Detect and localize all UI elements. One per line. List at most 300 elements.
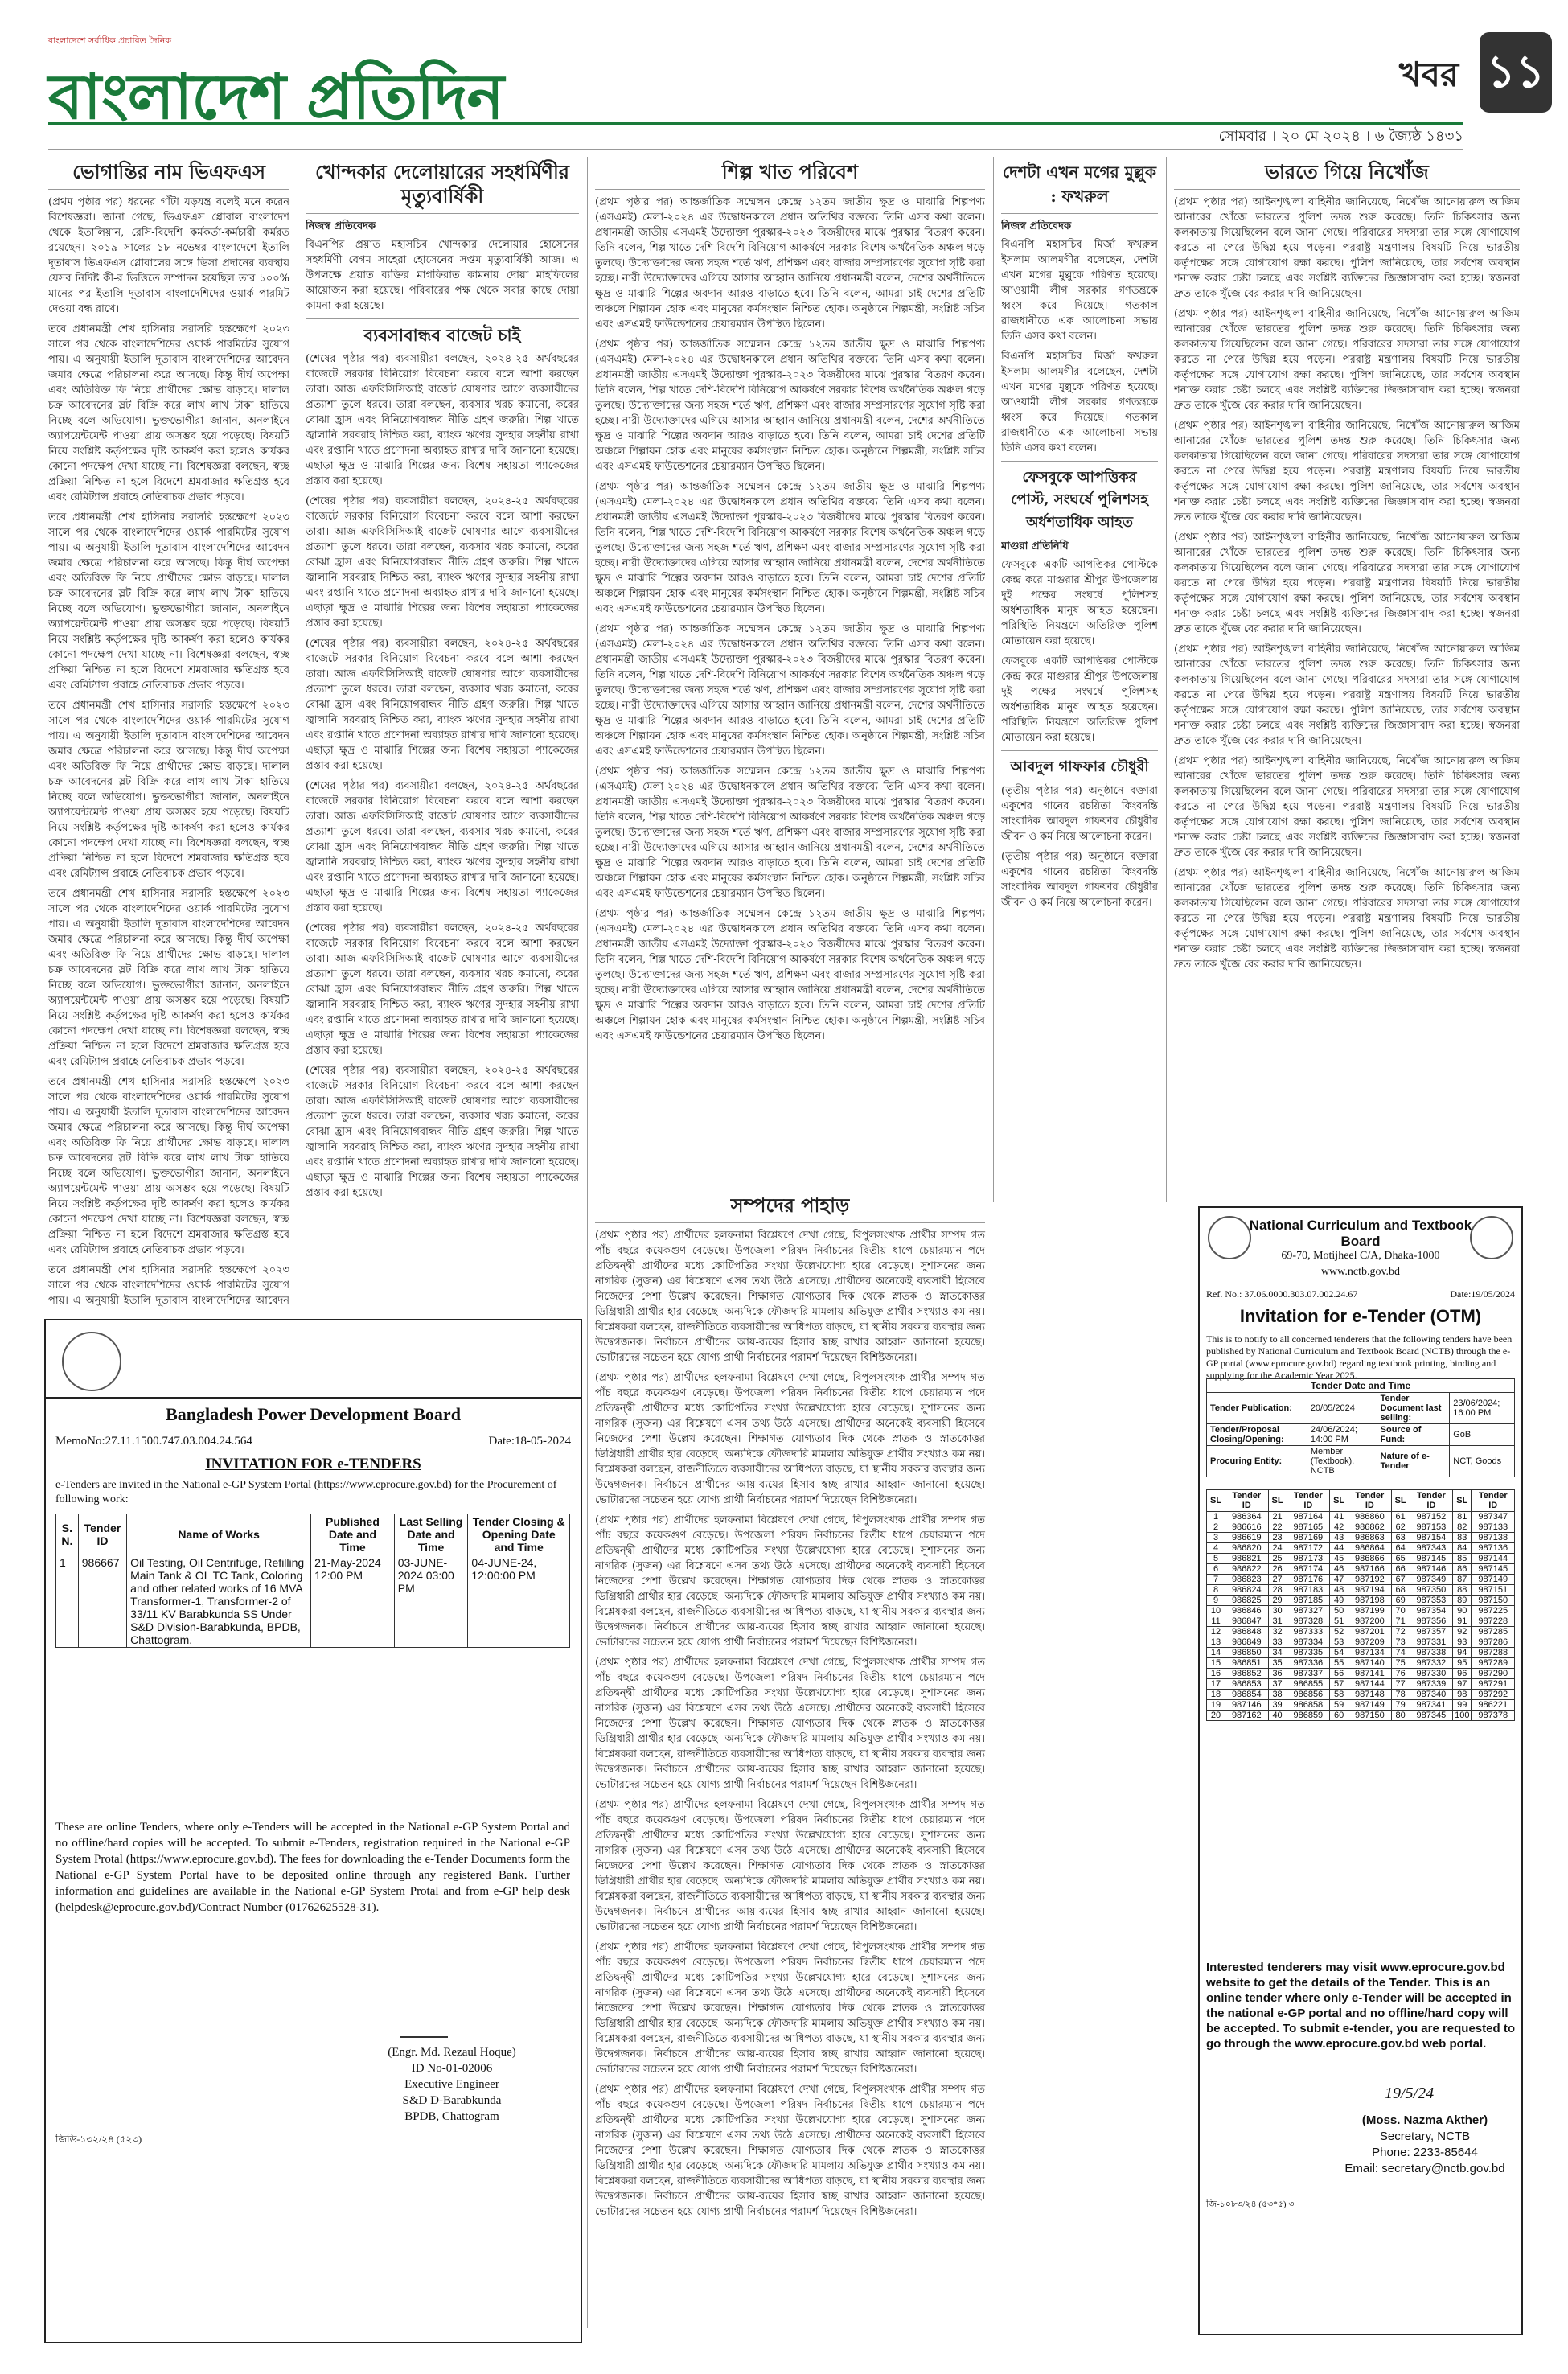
article-body: (প্রথম পৃষ্ঠার পর) আন্তর্জাতিক সম্মেলন কেন্দ্রে ১২তম জাতীয় ক্ষুদ্র ও মাঝারি শিল্পপণ্য (এসএমই) মেলা-২০২৪ এর উদ্বোধনকালে প্রধান অতিথির বক্তব্যে তিনি এসব কথা বলেন। প্রধানমন্ত্রী জাতীয় এসএমই উদ্যোক্তা পুরস্কার-২০২৩ বিজয়ীদের মাঝে পুরস্কার বিতরণ করেন। তিনি বলেন, শিল্প খাতে দেশি-বিদেশি বিনিয়োগ আকর্ষণে সরকার বিশেষ অর্থনৈতিক অঞ্চল গড়ে তুলছে। উদ্যোক্তাদের জন্য সহজ শর্তে ঋণ, প্রশিক্ষণ এবং বাজার সম্প্রসারণের সুযোগ সৃষ্টি করা হচ্ছে। নারী উদ্যোক্তাদের এগিয়ে আসার আহ্বান জানিয়ে প্রধানমন্ত্রী বলেন, দেশের অর্থনীতিতে ক্ষুদ্র ও মাঝারি শিল্পের অবদান আরও বাড়াতে হবে। তিনি বলেন, আমরা চাই দেশের প্রতিটি অঞ্চলে শিল্পায়ন হোক এবং মানুষের কর্মসংস্থান নিশ্চিত হোক। অনুষ্ঠানে শিল্পমন্ত্রী, সংশ্লিষ্ট সচিব এবং এসএমই ফাউন্ডেশনের চেয়ারম্যান উপস্থিত ছিলেন। bbox=[595, 481, 985, 615]
table-cell: 37 bbox=[1268, 1679, 1287, 1690]
table-cell: 27 bbox=[1268, 1575, 1287, 1585]
article-body: (প্রথম পৃষ্ঠার পর) আন্তর্জাতিক সম্মেলন কেন্দ্রে ১২তম জাতীয় ক্ষুদ্র ও মাঝারি শিল্পপণ্য (এসএমই) মেলা-২০২৪ এর উদ্বোধনকালে প্রধান অতিথির বক্তব্যে তিনি এসব কথা বলেন। প্রধানমন্ত্রী জাতীয় এসএমই উদ্যোক্তা পুরস্কার-২০২৩ বিজয়ীদের মাঝে পুরস্কার বিতরণ করেন। তিনি বলেন, শিল্প খাতে দেশি-বিদেশি বিনিয়োগ আকর্ষণে সরকার বিশেষ অর্থনৈতিক অঞ্চল গড়ে তুলছে। উদ্যোক্তাদের জন্য সহজ শর্তে ঋণ, প্রশিক্ষণ এবং বাজার সম্প্রসারণের সুযোগ সৃষ্টি করা হচ্ছে। নারী উদ্যোক্তাদের এগিয়ে আসার আহ্বান জানিয়ে প্রধানমন্ত্রী বলেন, দেশের অর্থনীতিতে ক্ষুদ্র ও মাঝারি শিল্পের অবদান আরও বাড়াতে হবে। তিনি বলেন, আমরা চাই দেশের প্রতিটি অঞ্চলে শিল্পায়ন হোক এবং মানুষের কর্মসংস্থান নিশ্চিত হোক। অনুষ্ঠানে শিল্পমন্ত্রী, সংশ্লিষ্ট সচিব এবং এসএমই ফাউন্ডেশনের চেয়ারম্যান উপস্থিত ছিলেন। bbox=[595, 196, 985, 331]
table-cell: 987166 bbox=[1348, 1564, 1391, 1575]
article-body: (প্রথম পৃষ্ঠার পর) আইনশৃঙ্খলা বাহিনীর জানিয়েছে, নিখোঁজ আনোয়ারুল আজিম আনারের খোঁজে ভারতের পুলিশ তদন্ত শুরু করেছে। তিনি চিকিৎসার জন্য কলকাতায় গিয়েছিলেন বলে জানা গেছে। পরিবারের সদস্যরা তার সঙ্গে যোগাযোগ করতে না পেরে উদ্বিগ্ন হয়ে পড়েন। পররাষ্ট্র মন্ত্রণালয় বিষয়টি নিয়ে ভারতীয় কর্তৃপক্ষের সঙ্গে যোগাযোগ রক্ষা করছে। পুলিশ জানিয়েছে, তার সর্বশেষ অবস্থান শনাক্ত করার চেষ্টা চলছে এবং সংশ্লিষ্ট ব্যক্তিদের জিজ্ঞাসাবাদ করা হচ্ছে। স্বজনরা দ্রুত তাকে খুঁজে বের করার দাবি জানিয়েছেন। bbox=[1174, 755, 1520, 859]
article-body: (প্রথম পৃষ্ঠার পর) আইনশৃঙ্খলা বাহিনীর জানিয়েছে, নিখোঁজ আনোয়ারুল আজিম আনারের খোঁজে ভারতের পুলিশ তদন্ত শুরু করেছে। তিনি চিকিৎসার জন্য কলকাতায় গিয়েছিলেন বলে জানা গেছে। পরিবারের সদস্যরা তার সঙ্গে যোগাযোগ করতে না পেরে উদ্বিগ্ন হয়ে পড়েন। পররাষ্ট্র মন্ত্রণালয় বিষয়টি নিয়ে ভারতীয় কর্তৃপক্ষের সঙ্গে যোগাযোগ রক্ষা করছে। পুলিশ জানিয়েছে, তার সর্বশেষ অবস্থান শনাক্ত করার চেষ্টা চলছে এবং সংশ্লিষ্ট ব্যক্তিদের জিজ্ঞাসাবাদ করা হচ্ছে। স্বজনরা দ্রুত তাকে খুঁজে বের করার দাবি জানিয়েছেন। bbox=[1174, 308, 1520, 412]
table-cell: 76 bbox=[1391, 1669, 1410, 1679]
table-cell: 8 bbox=[1207, 1585, 1225, 1596]
table-cell: 986824 bbox=[1225, 1585, 1268, 1596]
table-cell: 987145 bbox=[1472, 1564, 1515, 1575]
table-cell: 04-JUNE-24, 12:00:00 PM bbox=[468, 1555, 570, 1648]
table-row bbox=[1207, 1554, 1515, 1564]
signer-block bbox=[335, 2044, 569, 2125]
info-label: Nature of e-Tender bbox=[1377, 1446, 1450, 1477]
column-header: Tender ID bbox=[1287, 1490, 1329, 1512]
table-cell: 94 bbox=[1453, 1648, 1472, 1658]
table-row bbox=[1207, 1700, 1515, 1711]
table-cell: 987343 bbox=[1410, 1543, 1452, 1554]
article-body: বিএনপির প্রয়াত মহাসচিব খোন্দকার দেলোয়ার হোসেনের সহধর্মিণী বেগম সাহেরা হোসেনের সপ্তম মৃত্যুবার্ষিকী আজ। এ উপলক্ষে প্রয়াত ব্যক্তির মাগফিরাত কামনায় দোয়া মাহফিলের আয়োজন করা হয়েছে। পরিবারের পক্ষ থেকে সবার কাছে দোয়া কামনা করা হয়েছে। bbox=[306, 239, 579, 312]
article-body: (শেষের পৃষ্ঠার পর) ব্যবসায়ীরা বলছেন, ২০২৪-২৫ অর্থবছরের বাজেটে সরকার বিনিয়োগ বিবেচনা করবে বলে আশা করছেন তারা। আজ এফবিসিসিআই বাজেট ঘোষণার আগে ব্যবসায়ীদের প্রত্যাশা তুলে ধরবে। তারা বলছেন, ব্যবসার খরচ কমানো, করের বোঝা হ্রাস এবং বিনিয়োগবান্ধব নীতি গ্রহণ জরুরি। শিল্প খাতে জ্বালানি সরবরাহ নিশ্চিত করা, ব্যাংক ঋণের সুদহার সহনীয় রাখা এবং রপ্তানি খাতে প্রণোদনা অব্যাহত রাখার দাবি জানানো হয়েছে। এছাড়া ক্ষুদ্র ও মাঝারি শিল্পের জন্য বিশেষ সহায়তা প্যাকেজের প্রস্তাব করা হয়েছে। bbox=[306, 922, 579, 1057]
table-cell: 987354 bbox=[1410, 1606, 1452, 1616]
info-value: 23/06/2024; 16:00 PM bbox=[1450, 1393, 1515, 1424]
byline: মাগুরা প্রতিনিধি bbox=[1001, 540, 1069, 552]
table-cell: 987176 bbox=[1287, 1575, 1329, 1585]
table-cell: 987225 bbox=[1472, 1606, 1515, 1616]
table-cell: 987152 bbox=[1410, 1512, 1452, 1522]
table-cell: 87 bbox=[1453, 1575, 1472, 1585]
article-body: ফেসবুকে একটি আপত্তিকর পোস্টকে কেন্দ্র করে মাগুরার শ্রীপুর উপজেলায় দুই পক্ষের সংঘর্ষে পুলিশসহ অর্ধশতাধিক মানুষ আহত হয়েছেন। পরিস্থিতি নিয়ন্ত্রণে অতিরিক্ত পুলিশ মোতায়েন করা হয়েছে। bbox=[1001, 559, 1158, 647]
table-cell: 72 bbox=[1391, 1627, 1410, 1637]
table-cell: 987199 bbox=[1348, 1606, 1391, 1616]
nctb-logo-icon bbox=[1208, 1216, 1251, 1259]
info-label: Tender/Proposal Closing/Opening: bbox=[1207, 1424, 1307, 1446]
table-cell: 987151 bbox=[1472, 1585, 1515, 1596]
page-number-badge: ১১ bbox=[1480, 32, 1552, 113]
signer-phone: Phone: 2233-85644 bbox=[1372, 2146, 1478, 2159]
tender-table bbox=[55, 1514, 570, 1648]
table-cell: 33 bbox=[1268, 1637, 1287, 1648]
signer-dept: S&D D-Barabkunda bbox=[402, 2094, 502, 2107]
article-assets bbox=[595, 1190, 1190, 2332]
info-label: Tender Document last selling: bbox=[1377, 1393, 1450, 1424]
table-cell: 12 bbox=[1207, 1627, 1225, 1637]
table-cell: 64 bbox=[1391, 1543, 1410, 1554]
table-header-row bbox=[56, 1514, 570, 1555]
ad-intro: e-Tenders are invited in the National e-GP System Portal (https://www.eprocure.gov.bd) for the Procurement of following work: bbox=[55, 1479, 557, 1505]
table-cell: 986364 bbox=[1225, 1512, 1268, 1522]
table-cell: 80 bbox=[1391, 1711, 1410, 1721]
table-cell: 62 bbox=[1391, 1522, 1410, 1533]
article-body: ফেসবুকে একটি আপত্তিকর পোস্টকে কেন্দ্র করে মাগুরার শ্রীপুর উপজেলায় দুই পক্ষের সংঘর্ষে পুলিশসহ অর্ধশতাধিক মানুষ আহত হয়েছেন। পরিস্থিতি নিয়ন্ত্রণে অতিরিক্ত পুলিশ মোতায়েন করা হয়েছে। bbox=[1001, 655, 1158, 744]
table-cell: 987140 bbox=[1348, 1658, 1391, 1669]
ad-address: 69-70, Motijheel C/A, Dhaka-1000 bbox=[1281, 1250, 1440, 1262]
article-body: (তৃতীয় পৃষ্ঠার পর) অনুষ্ঠানে বক্তারা একুশের গানের রচয়িতা কিংবদন্তি সাংবাদিক আবদুল গাফফার চৌধুরীর জীবন ও কর্ম নিয়ে আলোচনা করেন। bbox=[1001, 785, 1158, 843]
table-cell: 986851 bbox=[1225, 1658, 1268, 1669]
article-anniversary bbox=[306, 157, 579, 1307]
headline: ভোগান্তির নাম ভিএফএস bbox=[48, 160, 289, 190]
article-body: তবে প্রধানমন্ত্রী শেখ হাসিনার সরাসরি হস্তক্ষেপে ২০২৩ সালে পর থেকে বাংলাদেশিদের ওয়ার্ক পারমিটের সুযোগ পায়। এ অনুযায়ী ইতালি দূতাবাস বাংলাদেশিদের আবেদন জমার ক্ষেত্রে পরিচালনা করে আসছে। কিন্তু দীর্ঘ অপেক্ষা এবং অতিরিক্ত ফি নিয়ে প্রার্থীদের ক্ষোভ বাড়ছে। দালাল চক্র আবেদনের স্লট বিক্রি করে লাখ লাখ টাকা হাতিয়ে নিচ্ছে বলে অভিযোগ। ভুক্তভোগীরা জানান, অনলাইনে অ্যাপয়েন্টমেন্ট পাওয়া প্রায় অসম্ভব হয়ে পড়েছে। বিষয়টি নিয়ে সংশ্লিষ্ট কর্তৃপক্ষের দৃষ্টি আকর্ষণ করা হলেও কার্যকর কোনো পদক্ষেপ দেখা যাচ্ছে না। বিশেষজ্ঞরা বলছেন, স্বচ্ছ প্রক্রিয়া নিশ্চিত না হলে বিদেশে শ্রমবাজার ক্ষতিগ্রস্ত হবে এবং রেমিট্যান্স প্রবাহে নেতিবাচক প্রভাব পড়বে। bbox=[48, 700, 289, 880]
table-cell: 986863 bbox=[1348, 1533, 1391, 1543]
table-row bbox=[1207, 1575, 1515, 1585]
signer-org: BPDB, Chattogram bbox=[404, 2110, 499, 2123]
table-cell: 987349 bbox=[1410, 1575, 1452, 1585]
article-body: তবে প্রধানমন্ত্রী শেখ হাসিনার সরাসরি হস্তক্ষেপে ২০২৩ সালে পর থেকে বাংলাদেশিদের ওয়ার্ক পারমিটের সুযোগ পায়। এ অনুযায়ী ইতালি দূতাবাস বাংলাদেশিদের আবেদন জমার ক্ষেত্রে পরিচালনা করে আসছে। কিন্তু দীর্ঘ অপেক্ষা এবং অতিরিক্ত ফি নিয়ে প্রার্থীদের ক্ষোভ বাড়ছে। দালাল চক্র আবেদনের স্লট বিক্রি করে লাখ লাখ টাকা হাতিয়ে নিচ্ছে বলে অভিযোগ। ভুক্তভোগীরা জানান, অনলাইনে অ্যাপয়েন্টমেন্ট পাওয়া প্রায় অসম্ভব হয়ে পড়েছে। বিষয়টি নিয়ে সংশ্লিষ্ট কর্তৃপক্ষের দৃষ্টি আকর্ষণ করা হলেও কার্যকর কোনো পদক্ষেপ দেখা যাচ্ছে না। বিশেষজ্ঞরা বলছেন, স্বচ্ছ প্রক্রিয়া নিশ্চিত না হলে বিদেশে শ্রমবাজার ক্ষতিগ্রস্ত হবে এবং রেমিট্যান্স প্রবাহে নেতিবাচক প্রভাব পড়বে। bbox=[48, 511, 289, 692]
table-cell: 81 bbox=[1453, 1512, 1472, 1522]
info-label: Procuring Entity: bbox=[1207, 1446, 1307, 1477]
table-cell: 987141 bbox=[1348, 1669, 1391, 1679]
table-cell: 986848 bbox=[1225, 1627, 1268, 1637]
ad-intro: This is to notify to all concerned tenderers that the following tenders have been published by National Curriculum and Textbook Board (NCTB) through the e-GP portal (www.eprocure.gov.bd) regarding textbook printing, binding and supplying for the Academic Year 2025. bbox=[1206, 1333, 1513, 1381]
table-cell: 66 bbox=[1391, 1564, 1410, 1575]
table-cell: 6 bbox=[1207, 1564, 1225, 1575]
table-cell: 84 bbox=[1453, 1543, 1472, 1554]
article-body: (প্রথম পৃষ্ঠার পর) আন্তর্জাতিক সম্মেলন কেন্দ্রে ১২তম জাতীয় ক্ষুদ্র ও মাঝারি শিল্পপণ্য (এসএমই) মেলা-২০২৪ এর উদ্বোধনকালে প্রধান অতিথির বক্তব্যে তিনি এসব কথা বলেন। প্রধানমন্ত্রী জাতীয় এসএমই উদ্যোক্তা পুরস্কার-২০২৩ বিজয়ীদের মাঝে পুরস্কার বিতরণ করেন। তিনি বলেন, শিল্প খাতে দেশি-বিদেশি বিনিয়োগ আকর্ষণে সরকার বিশেষ অর্থনৈতিক অঞ্চল গড়ে তুলছে। উদ্যোক্তাদের জন্য সহজ শর্তে ঋণ, প্রশিক্ষণ এবং বাজার সম্প্রসারণের সুযোগ সৃষ্টি করা হচ্ছে। নারী উদ্যোক্তাদের এগিয়ে আসার আহ্বান জানিয়ে প্রধানমন্ত্রী বলেন, দেশের অর্থনীতিতে ক্ষুদ্র ও মাঝারি শিল্পের অবদান আরও বাড়াতে হবে। তিনি বলেন, আমরা চাই দেশের প্রতিটি অঞ্চলে শিল্পায়ন হোক এবং মানুষের কর্মসংস্থান নিশ্চিত হোক। অনুষ্ঠানে শিল্পমন্ত্রী, সংশ্লিষ্ট সচিব এবং এসএমই ফাউন্ডেশনের চেয়ারম্যান উপস্থিত ছিলেন। bbox=[595, 766, 985, 900]
table-cell: 18 bbox=[1207, 1690, 1225, 1700]
table-cell: 89 bbox=[1453, 1596, 1472, 1606]
table-cell: 13 bbox=[1207, 1637, 1225, 1648]
article-body: (প্রথম পৃষ্ঠার পর) আন্তর্জাতিক সম্মেলন কেন্দ্রে ১২তম জাতীয় ক্ষুদ্র ও মাঝারি শিল্পপণ্য (এসএমই) মেলা-২০২৪ এর উদ্বোধনকালে প্রধান অতিথির বক্তব্যে তিনি এসব কথা বলেন। প্রধানমন্ত্রী জাতীয় এসএমই উদ্যোক্তা পুরস্কার-২০২৩ বিজয়ীদের মাঝে পুরস্কার বিতরণ করেন। তিনি বলেন, শিল্প খাতে দেশি-বিদেশি বিনিয়োগ আকর্ষণে সরকার বিশেষ অর্থনৈতিক অঞ্চল গড়ে তুলছে। উদ্যোক্তাদের জন্য সহজ শর্তে ঋণ, প্রশিক্ষণ এবং বাজার সম্প্রসারণের সুযোগ সৃষ্টি করা হচ্ছে। নারী উদ্যোক্তাদের এগিয়ে আসার আহ্বান জানিয়ে প্রধানমন্ত্রী বলেন, দেশের অর্থনীতিতে ক্ষুদ্র ও মাঝারি শিল্পের অবদান আরও বাড়াতে হবে। তিনি বলেন, আমরা চাই দেশের প্রতিটি অঞ্চলে শিল্পায়ন হোক এবং মানুষের কর্মসংস্থান নিশ্চিত হোক। অনুষ্ঠানে শিল্পমন্ত্রী, সংশ্লিষ্ট সচিব এবং এসএমই ফাউন্ডেশনের চেয়ারম্যান উপস্থিত ছিলেন। bbox=[595, 623, 985, 758]
headline: সম্পদের পাহাড় bbox=[595, 1193, 985, 1223]
table-cell: 65 bbox=[1391, 1554, 1410, 1564]
table-cell: 987165 bbox=[1287, 1522, 1329, 1533]
table-cell: 987341 bbox=[1410, 1700, 1452, 1711]
table-cell: 986847 bbox=[1225, 1616, 1268, 1627]
table-cell: 22 bbox=[1268, 1522, 1287, 1533]
table-cell: 21-May-2024 12:00 PM bbox=[311, 1555, 395, 1648]
table-cell: 987169 bbox=[1287, 1533, 1329, 1543]
tender-info-table bbox=[1206, 1378, 1515, 1477]
table-cell: 23 bbox=[1268, 1533, 1287, 1543]
table-cell: 987198 bbox=[1348, 1596, 1391, 1606]
headline: ব্যবসাবান্ধব বাজেট চাই bbox=[306, 318, 579, 347]
article-india bbox=[1174, 157, 1520, 1194]
article-body: (প্রথম পৃষ্ঠার পর) প্রার্থীদের হলফনামা বিশ্লেষণে দেখা গেছে, বিপুলসংখ্যক প্রার্থীর সম্পদ গত পাঁচ বছরে কয়েকগুণ বেড়েছে। উপজেলা পরিষদ নির্বাচনের দ্বিতীয় ধাপে চেয়ারম্যান পদে প্রতিদ্বন্দ্বী প্রার্থীদের মধ্যে কোটিপতির সংখ্যা উল্লেখযোগ্য হারে বেড়েছে। সুশাসনের জন্য নাগরিক (সুজন) এর বিশ্লেষণে এসব তথ্য উঠে এসেছে। প্রার্থীদের অনেকেই ব্যবসায়ী হিসেবে নিজেদের পেশা উল্লেখ করেছেন। শিক্ষাগত যোগ্যতার দিক থেকে স্নাতক ও স্নাতকোত্তর ডিগ্রিধারী প্রার্থীর হার বেড়েছে। অন্যদিকে ফৌজদারি মামলায় অভিযুক্ত প্রার্থীর সংখ্যাও কম নয়। বিশ্লেষকরা বলছেন, রাজনীতিতে ব্যবসায়ীদের আধিপত্য বাড়ছে, যা স্থানীয় সরকার ব্যবস্থার জন্য উদ্বেগজনক। নির্বাচনে প্রার্থীদের আয়-ব্যয়ের হিসাব স্বচ্ছ রাখার আহ্বান জানানো হয়েছে। ভোটারদের সচেতন হয়ে যোগ্য প্রার্থী নির্বাচনের পরামর্শ দিয়েছেন বিশিষ্টজনেরা। bbox=[595, 2084, 985, 2218]
table-cell: 987150 bbox=[1472, 1596, 1515, 1606]
article-body: (প্রথম পৃষ্ঠার পর) আইনশৃঙ্খলা বাহিনীর জানিয়েছে, নিখোঁজ আনোয়ারুল আজিম আনারের খোঁজে ভারতের পুলিশ তদন্ত শুরু করেছে। তিনি চিকিৎসার জন্য কলকাতায় গিয়েছিলেন বলে জানা গেছে। পরিবারের সদস্যরা তার সঙ্গে যোগাযোগ করতে না পেরে উদ্বিগ্ন হয়ে পড়েন। পররাষ্ট্র মন্ত্রণালয় বিষয়টি নিয়ে ভারতীয় কর্তৃপক্ষের সঙ্গে যোগাযোগ রক্ষা করছে। পুলিশ জানিয়েছে, তার সর্বশেষ অবস্থান শনাক্ত করার চেষ্টা চলছে এবং সংশ্লিষ্ট ব্যক্তিদের জিজ্ঞাসাবাদ করা হচ্ছে। স্বজনরা দ্রুত তাকে খুঁজে বের করার দাবি জানিয়েছেন। bbox=[1174, 420, 1520, 524]
table-cell: 35 bbox=[1268, 1658, 1287, 1669]
table-cell: 986864 bbox=[1348, 1543, 1391, 1554]
ad-date: Date:19/05/2024 bbox=[1450, 1288, 1515, 1300]
signer-title: Secretary, NCTB bbox=[1379, 2130, 1471, 2143]
column-header: Tender ID bbox=[1410, 1490, 1452, 1512]
table-cell: 987340 bbox=[1410, 1690, 1452, 1700]
table-cell: 95 bbox=[1453, 1658, 1472, 1669]
table-cell: 28 bbox=[1268, 1585, 1287, 1596]
table-row bbox=[1207, 1606, 1515, 1616]
headline: শিল্প খাত পরিবেশ bbox=[595, 160, 985, 190]
table-cell: 17 bbox=[1207, 1679, 1225, 1690]
table-cell: 986859 bbox=[1287, 1711, 1329, 1721]
table-cell: 986846 bbox=[1225, 1606, 1268, 1616]
table-row bbox=[1207, 1616, 1515, 1627]
table-cell: 14 bbox=[1207, 1648, 1225, 1658]
table-cell: 39 bbox=[1268, 1700, 1287, 1711]
article-body: (শেষের পৃষ্ঠার পর) ব্যবসায়ীরা বলছেন, ২০২৪-২৫ অর্থবছরের বাজেটে সরকার বিনিয়োগ বিবেচনা করবে বলে আশা করছেন তারা। আজ এফবিসিসিআই বাজেট ঘোষণার আগে ব্যবসায়ীদের প্রত্যাশা তুলে ধরবে। তারা বলছেন, ব্যবসার খরচ কমানো, করের বোঝা হ্রাস এবং বিনিয়োগবান্ধব নীতি গ্রহণ জরুরি। শিল্প খাতে জ্বালানি সরবরাহ নিশ্চিত করা, ব্যাংক ঋণের সুদহার সহনীয় রাখা এবং রপ্তানি খাতে প্রণোদনা অব্যাহত রাখার দাবি জানানো হয়েছে। এছাড়া ক্ষুদ্র ও মাঝারি শিল্পের জন্য বিশেষ সহায়তা প্যাকেজের প্রস্তাব করা হয়েছে। bbox=[306, 780, 579, 914]
table-cell: 986820 bbox=[1225, 1543, 1268, 1554]
article-body: বিএনপি মহাসচিব মির্জা ফখরুল ইসলাম আলমগীর বলেছেন, দেশটা এখন মগের মুল্লুকে পরিণত হয়েছে। আওয়ামী লীগ সরকার গণতন্ত্রকে ধ্বংস করে দিয়েছে। গতকাল রাজধানীতে এক আলোচনা সভায় তিনি এসব কথা বলেন। bbox=[1001, 239, 1158, 343]
table-cell: 987200 bbox=[1348, 1616, 1391, 1627]
column-header: Last Selling Date and Time bbox=[394, 1514, 468, 1555]
article-body: (প্রথম পৃষ্ঠার পর) আন্তর্জাতিক সম্মেলন কেন্দ্রে ১২তম জাতীয় ক্ষুদ্র ও মাঝারি শিল্পপণ্য (এসএমই) মেলা-২০২৪ এর উদ্বোধনকালে প্রধান অতিথির বক্তব্যে তিনি এসব কথা বলেন। প্রধানমন্ত্রী জাতীয় এসএমই উদ্যোক্তা পুরস্কার-২০২৩ বিজয়ীদের মাঝে পুরস্কার বিতরণ করেন। তিনি বলেন, শিল্প খাতে দেশি-বিদেশি বিনিয়োগ আকর্ষণে সরকার বিশেষ অর্থনৈতিক অঞ্চল গড়ে তুলছে। উদ্যোক্তাদের জন্য সহজ শর্তে ঋণ, প্রশিক্ষণ এবং বাজার সম্প্রসারণের সুযোগ সৃষ্টি করা হচ্ছে। নারী উদ্যোক্তাদের এগিয়ে আসার আহ্বান জানিয়ে প্রধানমন্ত্রী বলেন, দেশের অর্থনীতিতে ক্ষুদ্র ও মাঝারি শিল্পের অবদান আরও বাড়াতে হবে। তিনি বলেন, আমরা চাই দেশের প্রতিটি অঞ্চলে শিল্পায়ন হোক এবং মানুষের কর্মসংস্থান নিশ্চিত হোক। অনুষ্ঠানে শিল্পমন্ত্রী, সংশ্লিষ্ট সচিব এবং এসএমই ফাউন্ডেশনের চেয়ারম্যান উপস্থিত ছিলেন। bbox=[595, 339, 985, 473]
table-cell: 986823 bbox=[1225, 1575, 1268, 1585]
table-cell: 40 bbox=[1268, 1711, 1287, 1721]
article-body: (প্রথম পৃষ্ঠার পর) আইনশৃঙ্খলা বাহিনীর জানিয়েছে, নিখোঁজ আনোয়ারুল আজিম আনারের খোঁজে ভারতের পুলিশ তদন্ত শুরু করেছে। তিনি চিকিৎসার জন্য কলকাতায় গিয়েছিলেন বলে জানা গেছে। পরিবারের সদস্যরা তার সঙ্গে যোগাযোগ করতে না পেরে উদ্বিগ্ন হয়ে পড়েন। পররাষ্ট্র মন্ত্রণালয় বিষয়টি নিয়ে ভারতীয় কর্তৃপক্ষের সঙ্গে যোগাযোগ রক্ষা করছে। পুলিশ জানিয়েছে, তার সর্বশেষ অবস্থান শনাক্ত করার চেষ্টা চলছে এবং সংশ্লিষ্ট ব্যক্তিদের জিজ্ঞাসাবাদ করা হচ্ছে। স্বজনরা দ্রুত তাকে খুঁজে বের করার দাবি জানিয়েছেন। bbox=[1174, 532, 1520, 635]
table-cell: 58 bbox=[1330, 1690, 1348, 1700]
ad-title: INVITATION FOR e-TENDERS bbox=[205, 1456, 421, 1472]
table-cell: 986850 bbox=[1225, 1648, 1268, 1658]
table-cell: 4 bbox=[1207, 1543, 1225, 1554]
article-body: তবে প্রধানমন্ত্রী শেখ হাসিনার সরাসরি হস্তক্ষেপে ২০২৩ সালে পর থেকে বাংলাদেশিদের ওয়ার্ক পারমিটের সুযোগ পায়। এ অনুযায়ী ইতালি দূতাবাস বাংলাদেশিদের আবেদন জমার ক্ষেত্রে পরিচালনা করে আসছে। কিন্তু দীর্ঘ অপেক্ষা এবং অতিরিক্ত ফি নিয়ে প্রার্থীদের ক্ষোভ বাড়ছে। দালাল চক্র আবেদনের স্লট বিক্রি করে লাখ লাখ টাকা হাতিয়ে নিচ্ছে বলে অভিযোগ। ভুক্তভোগীরা জানান, অনলাইনে অ্যাপয়েন্টমেন্ট পাওয়া প্রায় অসম্ভব হয়ে পড়েছে। বিষয়টি নিয়ে সংশ্লিষ্ট কর্তৃপক্ষের দৃষ্টি আকর্ষণ করা হলেও কার্যকর কোনো পদক্ষেপ দেখা যাচ্ছে না। বিশেষজ্ঞরা বলছেন, স্বচ্ছ প্রক্রিয়া নিশ্চিত না হলে বিদেশে শ্রমবাজার ক্ষতিগ্রস্ত হবে এবং রেমিট্যান্স প্রবাহে নেতিবাচক প্রভাব পড়বে। bbox=[48, 323, 289, 503]
article-body: (তৃতীয় পৃষ্ঠার পর) অনুষ্ঠানে বক্তারা একুশের গানের রচয়িতা কিংবদন্তি সাংবাদিক আবদুল গাফফার চৌধুরীর জীবন ও কর্ম নিয়ে আলোচনা করেন। bbox=[1001, 851, 1158, 909]
table-cell: 46 bbox=[1330, 1564, 1348, 1575]
table-cell: 987285 bbox=[1472, 1627, 1515, 1637]
table-cell: 987330 bbox=[1410, 1669, 1452, 1679]
table-cell: 987144 bbox=[1472, 1554, 1515, 1564]
table-cell: 986667 bbox=[78, 1555, 126, 1648]
info-value: 20/05/2024 bbox=[1307, 1393, 1377, 1424]
table-cell: 986221 bbox=[1472, 1700, 1515, 1711]
table-cell: 1 bbox=[1207, 1512, 1225, 1522]
table-cell: 987154 bbox=[1410, 1533, 1452, 1543]
headline: আবদুল গাফফার চৌধুরী bbox=[1001, 750, 1158, 778]
table-cell: 61 bbox=[1391, 1512, 1410, 1522]
table-cell: 987148 bbox=[1348, 1690, 1391, 1700]
table-row bbox=[1207, 1711, 1515, 1721]
signer-name: (Engr. Md. Rezaul Hoque) bbox=[388, 2046, 516, 2059]
memo-date: Date:18-05-2024 bbox=[488, 1435, 571, 1448]
ad-organization: Bangladesh Power Development Board bbox=[166, 1404, 461, 1424]
ad-note: Interested tenderers may visit www.eprocure.gov.bd website to get the details of the Tender. This is an online tender where only e-Tender will be accepted in the national e-GP portal and no offline/hard copy will be accepted. To submit e-tender, you are requested to go through the www.eprocure.gov.bd web portal. bbox=[1206, 1961, 1515, 2051]
table-cell: 26 bbox=[1268, 1564, 1287, 1575]
table-cell: 987333 bbox=[1287, 1627, 1329, 1637]
table-cell: 987347 bbox=[1472, 1512, 1515, 1522]
table-cell: 987290 bbox=[1472, 1669, 1515, 1679]
tender-id-table bbox=[1206, 1489, 1515, 1721]
table-cell: 987153 bbox=[1410, 1522, 1452, 1533]
table-cell: 987194 bbox=[1348, 1585, 1391, 1596]
table-cell: 56 bbox=[1330, 1669, 1348, 1679]
table-cell: 96 bbox=[1453, 1669, 1472, 1679]
table-cell: 1 bbox=[56, 1555, 79, 1648]
column-header: Published Date and Time bbox=[311, 1514, 395, 1555]
table-cell: 97 bbox=[1453, 1679, 1472, 1690]
signer-title: Executive Engineer bbox=[404, 2078, 499, 2091]
table-cell: 91 bbox=[1453, 1616, 1472, 1627]
table-cell: 987201 bbox=[1348, 1627, 1391, 1637]
article-country bbox=[1001, 157, 1158, 1194]
table-cell: 70 bbox=[1391, 1606, 1410, 1616]
table-cell: 987209 bbox=[1348, 1637, 1391, 1648]
article-body: (প্রথম পৃষ্ঠার পর) প্রার্থীদের হলফনামা বিশ্লেষণে দেখা গেছে, বিপুলসংখ্যক প্রার্থীর সম্পদ গত পাঁচ বছরে কয়েকগুণ বেড়েছে। উপজেলা পরিষদ নির্বাচনের দ্বিতীয় ধাপে চেয়ারম্যান পদে প্রতিদ্বন্দ্বী প্রার্থীদের মধ্যে কোটিপতির সংখ্যা উল্লেখযোগ্য হারে বেড়েছে। সুশাসনের জন্য নাগরিক (সুজন) এর বিশ্লেষণে এসব তথ্য উঠে এসেছে। প্রার্থীদের অনেকেই ব্যবসায়ী হিসেবে নিজেদের পেশা উল্লেখ করেছেন। শিক্ষাগত যোগ্যতার দিক থেকে স্নাতক ও স্নাতকোত্তর ডিগ্রিধারী প্রার্থীর হার বেড়েছে। অন্যদিকে ফৌজদারি মামলায় অভিযুক্ত প্রার্থীর সংখ্যাও কম নয়। বিশ্লেষকরা বলছেন, রাজনীতিতে ব্যবসায়ীদের আধিপত্য বাড়ছে, যা স্থানীয় সরকার ব্যবস্থার জন্য উদ্বেগজনক। নির্বাচনে প্রার্থীদের আয়-ব্যয়ের হিসাব স্বচ্ছ রাখার আহ্বান জানানো হয়েছে। ভোটারদের সচেতন হয়ে যোগ্য প্রার্থী নির্বাচনের পরামর্শ দিয়েছেন বিশিষ্টজনেরা। bbox=[595, 1799, 985, 1933]
table-cell: 987173 bbox=[1287, 1554, 1329, 1564]
article-body: (প্রথম পৃষ্ঠার পর) আন্তর্জাতিক সম্মেলন কেন্দ্রে ১২তম জাতীয় ক্ষুদ্র ও মাঝারি শিল্পপণ্য (এসএমই) মেলা-২০২৪ এর উদ্বোধনকালে প্রধান অতিথির বক্তব্যে তিনি এসব কথা বলেন। প্রধানমন্ত্রী জাতীয় এসএমই উদ্যোক্তা পুরস্কার-২০২৩ বিজয়ীদের মাঝে পুরস্কার বিতরণ করেন। তিনি বলেন, শিল্প খাতে দেশি-বিদেশি বিনিয়োগ আকর্ষণে সরকার বিশেষ অর্থনৈতিক অঞ্চল গড়ে তুলছে। উদ্যোক্তাদের জন্য সহজ শর্তে ঋণ, প্রশিক্ষণ এবং বাজার সম্প্রসারণের সুযোগ সৃষ্টি করা হচ্ছে। নারী উদ্যোক্তাদের এগিয়ে আসার আহ্বান জানিয়ে প্রধানমন্ত্রী বলেন, দেশের অর্থনীতিতে ক্ষুদ্র ও মাঝারি শিল্পের অবদান আরও বাড়াতে হবে। তিনি বলেন, আমরা চাই দেশের প্রতিটি অঞ্চলে শিল্পায়ন হোক এবং মানুষের কর্মসংস্থান নিশ্চিত হোক। অনুষ্ঠানে শিল্পমন্ত্রী, সংশ্লিষ্ট সচিব এবং এসএমই ফাউন্ডেশনের চেয়ারম্যান উপস্থিত ছিলেন। bbox=[595, 908, 985, 1042]
signer-name: (Moss. Nazma Akther) bbox=[1361, 2113, 1488, 2127]
table-cell: 987185 bbox=[1287, 1596, 1329, 1606]
column-divider bbox=[1166, 157, 1167, 1202]
table-cell: 55 bbox=[1330, 1658, 1348, 1669]
table-cell: 92 bbox=[1453, 1627, 1472, 1637]
table-cell: 986852 bbox=[1225, 1669, 1268, 1679]
article-body: (প্রথম পৃষ্ঠার পর) আইনশৃঙ্খলা বাহিনীর জানিয়েছে, নিখোঁজ আনোয়ারুল আজিম আনারের খোঁজে ভারতের পুলিশ তদন্ত শুরু করেছে। তিনি চিকিৎসার জন্য কলকাতায় গিয়েছিলেন বলে জানা গেছে। পরিবারের সদস্যরা তার সঙ্গে যোগাযোগ করতে না পেরে উদ্বিগ্ন হয়ে পড়েন। পররাষ্ট্র মন্ত্রণালয় বিষয়টি নিয়ে ভারতীয় কর্তৃপক্ষের সঙ্গে যোগাযোগ রক্ষা করছে। পুলিশ জানিয়েছে, তার সর্বশেষ অবস্থান শনাক্ত করার চেষ্টা চলছে এবং সংশ্লিষ্ট ব্যক্তিদের জিজ্ঞাসাবাদ করা হচ্ছে। স্বজনরা দ্রুত তাকে খুঁজে বের করার দাবি জানিয়েছেন। bbox=[1174, 867, 1520, 971]
table-cell: 987134 bbox=[1348, 1648, 1391, 1658]
table-cell: 3 bbox=[1207, 1533, 1225, 1543]
table-cell: 03-JUNE-2024 03:00 PM bbox=[394, 1555, 468, 1648]
table-cell: 36 bbox=[1268, 1669, 1287, 1679]
article-body: (প্রথম পৃষ্ঠার পর) প্রার্থীদের হলফনামা বিশ্লেষণে দেখা গেছে, বিপুলসংখ্যক প্রার্থীর সম্পদ গত পাঁচ বছরে কয়েকগুণ বেড়েছে। উপজেলা পরিষদ নির্বাচনের দ্বিতীয় ধাপে চেয়ারম্যান পদে প্রতিদ্বন্দ্বী প্রার্থীদের মধ্যে কোটিপতির সংখ্যা উল্লেখযোগ্য হারে বেড়েছে। সুশাসনের জন্য নাগরিক (সুজন) এর বিশ্লেষণে এসব তথ্য উঠে এসেছে। প্রার্থীদের অনেকেই ব্যবসায়ী হিসেবে নিজেদের পেশা উল্লেখ করেছেন। শিক্ষাগত যোগ্যতার দিক থেকে স্নাতক ও স্নাতকোত্তর ডিগ্রিধারী প্রার্থীর হার বেড়েছে। অন্যদিকে ফৌজদারি মামলায় অভিযুক্ত প্রার্থীর সংখ্যাও কম নয়। বিশ্লেষকরা বলছেন, রাজনীতিতে ব্যবসায়ীদের আধিপত্য বাড়ছে, যা স্থানীয় সরকার ব্যবস্থার জন্য উদ্বেগজনক। নির্বাচনে প্রার্থীদের আয়-ব্যয়ের হিসাব স্বচ্ছ রাখার আহ্বান জানানো হয়েছে। ভোটারদের সচেতন হয়ে যোগ্য প্রার্থী নির্বাচনের পরামর্শ দিয়েছেন বিশিষ্টজনেরা। bbox=[595, 1372, 985, 1506]
byline: নিজস্ব প্রতিবেদক bbox=[306, 220, 376, 232]
column-header: SL bbox=[1330, 1490, 1348, 1512]
column-header: Name of Works bbox=[127, 1514, 311, 1555]
table-cell: 987146 bbox=[1410, 1564, 1452, 1575]
table-row bbox=[1207, 1522, 1515, 1533]
headline: ফেসবুকে আপত্তিকর পোস্ট, সংঘর্ষে পুলিশসহ অর্ধশতাধিক আহত bbox=[1001, 461, 1158, 534]
table-cell: 74 bbox=[1391, 1648, 1410, 1658]
table-cell: 986825 bbox=[1225, 1596, 1268, 1606]
table-cell: 16 bbox=[1207, 1669, 1225, 1679]
table-cell: 34 bbox=[1268, 1648, 1287, 1658]
table-cell: 986860 bbox=[1348, 1512, 1391, 1522]
article-body: (শেষের পৃষ্ঠার পর) ব্যবসায়ীরা বলছেন, ২০২৪-২৫ অর্থবছরের বাজেটে সরকার বিনিয়োগ বিবেচনা করবে বলে আশা করছেন তারা। আজ এফবিসিসিআই বাজেট ঘোষণার আগে ব্যবসায়ীদের প্রত্যাশা তুলে ধরবে। তারা বলছেন, ব্যবসার খরচ কমানো, করের বোঝা হ্রাস এবং বিনিয়োগবান্ধব নীতি গ্রহণ জরুরি। শিল্প খাতে জ্বালানি সরবরাহ নিশ্চিত করা, ব্যাংক ঋণের সুদহার সহনীয় রাখা এবং রপ্তানি খাতে প্রণোদনা অব্যাহত রাখার দাবি জানানো হয়েছে। এছাড়া ক্ষুদ্র ও মাঝারি শিল্পের জন্য বিশেষ সহায়তা প্যাকেজের প্রস্তাব করা হয়েছে। bbox=[306, 495, 579, 630]
table-cell: 987339 bbox=[1410, 1679, 1452, 1690]
table-cell: 67 bbox=[1391, 1575, 1410, 1585]
table-cell: 73 bbox=[1391, 1637, 1410, 1648]
column-header: Tender ID bbox=[1225, 1490, 1268, 1512]
table-cell: 83 bbox=[1453, 1533, 1472, 1543]
table-cell: 987335 bbox=[1287, 1648, 1329, 1658]
table-cell: 11 bbox=[1207, 1616, 1225, 1627]
table-cell: 99 bbox=[1453, 1700, 1472, 1711]
column-header: Tender Closing & Opening Date and Time bbox=[468, 1514, 570, 1555]
column-header: SL bbox=[1391, 1490, 1410, 1512]
table-cell: 15 bbox=[1207, 1658, 1225, 1669]
info-value: Member (Textbook), NCTB bbox=[1307, 1446, 1377, 1477]
table-cell: 987378 bbox=[1472, 1711, 1515, 1721]
table-cell: 69 bbox=[1391, 1596, 1410, 1606]
table-cell: 51 bbox=[1330, 1616, 1348, 1627]
ad-code: জিডি-১৩২/২৪ (৫২৩) bbox=[55, 2134, 142, 2145]
table-cell: 29 bbox=[1268, 1596, 1287, 1606]
info-label: Source of Fund: bbox=[1377, 1424, 1450, 1446]
article-body: (প্রথম পৃষ্ঠার পর) আইনশৃঙ্খলা বাহিনীর জানিয়েছে, নিখোঁজ আনোয়ারুল আজিম আনারের খোঁজে ভারতের পুলিশ তদন্ত শুরু করেছে। তিনি চিকিৎসার জন্য কলকাতায় গিয়েছিলেন বলে জানা গেছে। পরিবারের সদস্যরা তার সঙ্গে যোগাযোগ করতে না পেরে উদ্বিগ্ন হয়ে পড়েন। পররাষ্ট্র মন্ত্রণালয় বিষয়টি নিয়ে ভারতীয় কর্তৃপক্ষের সঙ্গে যোগাযোগ রক্ষা করছে। পুলিশ জানিয়েছে, তার সর্বশেষ অবস্থান শনাক্ত করার চেষ্টা চলছে এবং সংশ্লিষ্ট ব্যক্তিদের জিজ্ঞাসাবাদ করা হচ্ছে। স্বজনরা দ্রুত তাকে খুঁজে বের করার দাবি জানিয়েছেন। bbox=[1174, 643, 1520, 747]
table-cell: 987357 bbox=[1410, 1627, 1452, 1637]
handwritten-signature: 19/5/24 bbox=[1385, 2084, 1435, 2102]
column-header: SL bbox=[1268, 1490, 1287, 1512]
table-cell: 68 bbox=[1391, 1585, 1410, 1596]
table-cell: 52 bbox=[1330, 1627, 1348, 1637]
signature-mark bbox=[400, 2012, 448, 2038]
table-cell: 86 bbox=[1453, 1564, 1472, 1575]
table-cell: 986862 bbox=[1348, 1522, 1391, 1533]
table-cell: 987146 bbox=[1225, 1700, 1268, 1711]
table-cell: 987353 bbox=[1410, 1596, 1452, 1606]
table-cell: 986855 bbox=[1287, 1679, 1329, 1690]
table-cell: 986854 bbox=[1225, 1690, 1268, 1700]
article-body: (প্রথম পৃষ্ঠার পর) প্রার্থীদের হলফনামা বিশ্লেষণে দেখা গেছে, বিপুলসংখ্যক প্রার্থীর সম্পদ গত পাঁচ বছরে কয়েকগুণ বেড়েছে। উপজেলা পরিষদ নির্বাচনের দ্বিতীয় ধাপে চেয়ারম্যান পদে প্রতিদ্বন্দ্বী প্রার্থীদের মধ্যে কোটিপতির সংখ্যা উল্লেখযোগ্য হারে বেড়েছে। সুশাসনের জন্য নাগরিক (সুজন) এর বিশ্লেষণে এসব তথ্য উঠে এসেছে। প্রার্থীদের অনেকেই ব্যবসায়ী হিসেবে নিজেদের পেশা উল্লেখ করেছেন। শিক্ষাগত যোগ্যতার দিক থেকে স্নাতক ও স্নাতকোত্তর ডিগ্রিধারী প্রার্থীর হার বেড়েছে। অন্যদিকে ফৌজদারি মামলায় অভিযুক্ত প্রার্থীর সংখ্যাও কম নয়। বিশ্লেষকরা বলছেন, রাজনীতিতে ব্যবসায়ীদের আধিপত্য বাড়ছে, যা স্থানীয় সরকার ব্যবস্থার জন্য উদ্বেগজনক। নির্বাচনে প্রার্থীদের আয়-ব্যয়ের হিসাব স্বচ্ছ রাখার আহ্বান জানানো হয়েছে। ভোটারদের সচেতন হয়ে যোগ্য প্রার্থী নির্বাচনের পরামর্শ দিয়েছেন বিশিষ্টজনেরা। bbox=[595, 1941, 985, 2076]
table-row bbox=[1207, 1533, 1515, 1543]
table-cell: 19 bbox=[1207, 1700, 1225, 1711]
table-cell: 987192 bbox=[1348, 1575, 1391, 1585]
column-header: Tender ID bbox=[78, 1514, 126, 1555]
reference-number: Ref. No.: 37.06.0000.303.07.002.24.67 bbox=[1206, 1288, 1358, 1300]
table-cell: 987331 bbox=[1410, 1637, 1452, 1648]
table-cell: 90 bbox=[1453, 1606, 1472, 1616]
ad-organization: National Curriculum and Textbook Board bbox=[1249, 1218, 1472, 1249]
table-cell: 82 bbox=[1453, 1522, 1472, 1533]
table-row bbox=[56, 1555, 570, 1648]
ad-title: Invitation for e-Tender (OTM) bbox=[1239, 1306, 1482, 1326]
headline: খোন্দকার দেলোয়ারের সহধর্মিণীর মৃত্যুবার্ষিকী bbox=[306, 160, 579, 214]
column-header: Tender ID bbox=[1472, 1490, 1515, 1512]
table-cell: 987164 bbox=[1287, 1512, 1329, 1522]
table-cell: 987328 bbox=[1287, 1616, 1329, 1627]
table-row bbox=[1207, 1679, 1515, 1690]
table-cell: 987172 bbox=[1287, 1543, 1329, 1554]
ad-note: These are online Tenders, where only e-Tenders will be accepted in the National e-GP System Portal and no offline/hard copies will be accepted. To submit e-Tenders, registration required in the National e-GP System Protal (https://www.eprocure.gov.bd). The fees for downloading the e-Tender Documents form the National e-GP System Portal have to be deposited online through any registered Bank. Further information and guidelines are available in the National e-GP System Protal and from e-GP help desk (helpdesk@eprocure.gov.bd)/Contract Number (01762625528-31). bbox=[55, 1821, 570, 1914]
table-cell: 49 bbox=[1330, 1596, 1348, 1606]
table-cell: Oil Testing, Oil Centrifuge, Refilling Main Tank & OL TC Tank, Coloring and other related works of 16 MVA Transformer-1, Transformer-2 of 33/11 KV Barabkunda SS Under S&D Division-Barabkunda, BPDB, Chattogram. bbox=[127, 1555, 311, 1648]
signer-email: Email: secretary@nctb.gov.bd bbox=[1344, 2162, 1505, 2175]
table-cell: 25 bbox=[1268, 1554, 1287, 1564]
table-row bbox=[1207, 1585, 1515, 1596]
table-cell: 53 bbox=[1330, 1637, 1348, 1648]
info-value: 24/06/2024; 14:00 PM bbox=[1307, 1424, 1377, 1446]
table-cell: 987162 bbox=[1225, 1711, 1268, 1721]
article-body: (প্রথম পৃষ্ঠার পর) প্রার্থীদের হলফনামা বিশ্লেষণে দেখা গেছে, বিপুলসংখ্যক প্রার্থীর সম্পদ গত পাঁচ বছরে কয়েকগুণ বেড়েছে। উপজেলা পরিষদ নির্বাচনের দ্বিতীয় ধাপে চেয়ারম্যান পদে প্রতিদ্বন্দ্বী প্রার্থীদের মধ্যে কোটিপতির সংখ্যা উল্লেখযোগ্য হারে বেড়েছে। সুশাসনের জন্য নাগরিক (সুজন) এর বিশ্লেষণে এসব তথ্য উঠে এসেছে। প্রার্থীদের অনেকেই ব্যবসায়ী হিসেবে নিজেদের পেশা উল্লেখ করেছেন। শিক্ষাগত যোগ্যতার দিক থেকে স্নাতক ও স্নাতকোত্তর ডিগ্রিধারী প্রার্থীর হার বেড়েছে। অন্যদিকে ফৌজদারি মামলায় অভিযুক্ত প্রার্থীর সংখ্যাও কম নয়। বিশ্লেষকরা বলছেন, রাজনীতিতে ব্যবসায়ীদের আধিপত্য বাড়ছে, যা স্থানীয় সরকার ব্যবস্থার জন্য উদ্বেগজনক। নির্বাচনে প্রার্থীদের আয়-ব্যয়ের হিসাব স্বচ্ছ রাখার আহ্বান জানানো হয়েছে। ভোটারদের সচেতন হয়ে যোগ্য প্রার্থী নির্বাচনের পরামর্শ দিয়েছেন বিশিষ্টজনেরা। bbox=[595, 1230, 985, 1364]
ad-code: জি-১০৮৩/২৪ (৫৩*৫) ৩ bbox=[1206, 2199, 1295, 2209]
table-cell: 7 bbox=[1207, 1575, 1225, 1585]
table-cell: 986849 bbox=[1225, 1637, 1268, 1648]
table-row bbox=[1207, 1669, 1515, 1679]
table-cell: 31 bbox=[1268, 1616, 1287, 1627]
table-cell: 20 bbox=[1207, 1711, 1225, 1721]
table-cell: 987338 bbox=[1410, 1648, 1452, 1658]
table-cell: 987138 bbox=[1472, 1533, 1515, 1543]
bangladesh-emblem-icon bbox=[1470, 1216, 1513, 1259]
table-cell: 987292 bbox=[1472, 1690, 1515, 1700]
table-row bbox=[1207, 1637, 1515, 1648]
signer-id: ID No-01-02006 bbox=[411, 2062, 493, 2075]
table-cell: 987289 bbox=[1472, 1658, 1515, 1669]
article-body: (প্রথম পৃষ্ঠার পর) প্রার্থীদের হলফনামা বিশ্লেষণে দেখা গেছে, বিপুলসংখ্যক প্রার্থীর সম্পদ গত পাঁচ বছরে কয়েকগুণ বেড়েছে। উপজেলা পরিষদ নির্বাচনের দ্বিতীয় ধাপে চেয়ারম্যান পদে প্রতিদ্বন্দ্বী প্রার্থীদের মধ্যে কোটিপতির সংখ্যা উল্লেখযোগ্য হারে বেড়েছে। সুশাসনের জন্য নাগরিক (সুজন) এর বিশ্লেষণে এসব তথ্য উঠে এসেছে। প্রার্থীদের অনেকেই ব্যবসায়ী হিসেবে নিজেদের পেশা উল্লেখ করেছেন। শিক্ষাগত যোগ্যতার দিক থেকে স্নাতক ও স্নাতকোত্তর ডিগ্রিধারী প্রার্থীর হার বেড়েছে। অন্যদিকে ফৌজদারি মামলায় অভিযুক্ত প্রার্থীর সংখ্যাও কম নয়। বিশ্লেষকরা বলছেন, রাজনীতিতে ব্যবসায়ীদের আধিপত্য বাড়ছে, যা স্থানীয় সরকার ব্যবস্থার জন্য উদ্বেগজনক। নির্বাচনে প্রার্থীদের আয়-ব্যয়ের হিসাব স্বচ্ছ রাখার আহ্বান জানানো হয়েছে। ভোটারদের সচেতন হয়ে যোগ্য প্রার্থী নির্বাচনের পরামর্শ দিয়েছেন বিশিষ্টজনেরা। bbox=[595, 1657, 985, 1791]
info-label: Tender Publication: bbox=[1207, 1393, 1307, 1424]
table-cell: 987149 bbox=[1472, 1575, 1515, 1585]
masthead-tagline: বাংলাদেশে সর্বাধিক প্রচারিত দৈনিক bbox=[48, 35, 172, 46]
table-cell: 987332 bbox=[1410, 1658, 1452, 1669]
article-industry bbox=[595, 157, 985, 1178]
table-cell: 987288 bbox=[1472, 1648, 1515, 1658]
nctb-tender-advertisement bbox=[1198, 1206, 1523, 2335]
table-cell: 38 bbox=[1268, 1690, 1287, 1700]
table-cell: 987345 bbox=[1410, 1711, 1452, 1721]
column-header: SL bbox=[1207, 1490, 1225, 1512]
info-header: Tender Date and Time bbox=[1207, 1379, 1515, 1393]
article-body: (প্রথম পৃষ্ঠার পর) আইনশৃঙ্খলা বাহিনীর জানিয়েছে, নিখোঁজ আনোয়ারুল আজিম আনারের খোঁজে ভারতের পুলিশ তদন্ত শুরু করেছে। তিনি চিকিৎসার জন্য কলকাতায় গিয়েছিলেন বলে জানা গেছে। পরিবারের সদস্যরা তার সঙ্গে যোগাযোগ করতে না পেরে উদ্বিগ্ন হয়ে পড়েন। পররাষ্ট্র মন্ত্রণালয় বিষয়টি নিয়ে ভারতীয় কর্তৃপক্ষের সঙ্গে যোগাযোগ রক্ষা করছে। পুলিশ জানিয়েছে, তার সর্বশেষ অবস্থান শনাক্ত করার চেষ্টা চলছে এবং সংশ্লিষ্ট ব্যক্তিদের জিজ্ঞাসাবাদ করা হচ্ছে। স্বজনরা দ্রুত তাকে খুঁজে বের করার দাবি জানিয়েছেন। bbox=[1174, 196, 1520, 300]
table-cell: 987150 bbox=[1348, 1711, 1391, 1721]
table-cell: 986858 bbox=[1287, 1700, 1329, 1711]
table-cell: 100 bbox=[1453, 1711, 1472, 1721]
info-value: GoB bbox=[1450, 1424, 1515, 1446]
table-row bbox=[1207, 1543, 1515, 1554]
column-header: Tender ID bbox=[1348, 1490, 1391, 1512]
table-cell: 78 bbox=[1391, 1690, 1410, 1700]
table-cell: 42 bbox=[1330, 1522, 1348, 1533]
table-cell: 986821 bbox=[1225, 1554, 1268, 1564]
table-cell: 43 bbox=[1330, 1533, 1348, 1543]
table-cell: 32 bbox=[1268, 1627, 1287, 1637]
newspaper-logo: বাংলাদেশ প্রতিদিন bbox=[48, 61, 503, 133]
table-cell: 987336 bbox=[1287, 1658, 1329, 1669]
table-cell: 987286 bbox=[1472, 1637, 1515, 1648]
table-cell: 987183 bbox=[1287, 1585, 1329, 1596]
table-cell: 63 bbox=[1391, 1533, 1410, 1543]
ad-website: www.nctb.gov.bd bbox=[1320, 1266, 1401, 1278]
table-row bbox=[1207, 1658, 1515, 1669]
byline: নিজস্ব প্রতিবেদক bbox=[1001, 220, 1072, 232]
table-cell: 2 bbox=[1207, 1522, 1225, 1533]
table-cell: 987133 bbox=[1472, 1522, 1515, 1533]
table-cell: 987291 bbox=[1472, 1679, 1515, 1690]
table-cell: 41 bbox=[1330, 1512, 1348, 1522]
table-cell: 48 bbox=[1330, 1585, 1348, 1596]
table-cell: 10 bbox=[1207, 1606, 1225, 1616]
table-row bbox=[1207, 1648, 1515, 1658]
table-cell: 987356 bbox=[1410, 1616, 1452, 1627]
article-lead: (প্রথম পৃষ্ঠার পর) ধরনের গাঁটা যড়যন্ত্র বলেই মনে করেন বিশেষজ্ঞরা। জানা গেছে, ভিএফএস গ্লোবাল বাংলাদেশ থেকে ইতালিয়ান, রেসি-বিদেশি কর্মকর্তা-কর্মচারী কর্মরত রয়েছেন। ২০১৯ সালের ১৮ নভেম্বর বাংলাদেশে ইতালি দূতাবাস ভিএফএস গ্লোবালের সঙ্গে ভিসা প্রদানের ব্যবস্থায় যেসব নির্দিষ্ট কী-র ভিত্তিতে সম্পাদন হয়েছিল তার ১০০% মানের পর ইতালি দূতাবাস বাংলাদেশিদের ওয়ার্ক পারমিট দেওয়া বন্ধ রাখে। bbox=[48, 196, 289, 315]
table-cell: 98 bbox=[1453, 1690, 1472, 1700]
article-body: (শেষের পৃষ্ঠার পর) ব্যবসায়ীরা বলছেন, ২০২৪-২৫ অর্থবছরের বাজেটে সরকার বিনিয়োগ বিবেচনা করবে বলে আশা করছেন তারা। আজ এফবিসিসিআই বাজেট ঘোষণার আগে ব্যবসায়ীদের প্রত্যাশা তুলে ধরবে। তারা বলছেন, ব্যবসার খরচ কমানো, করের বোঝা হ্রাস এবং বিনিয়োগবান্ধব নীতি গ্রহণ জরুরি। শিল্প খাতে জ্বালানি সরবরাহ নিশ্চিত করা, ব্যাংক ঋণের সুদহার সহনীয় রাখা এবং রপ্তানি খাতে প্রণোদনা অব্যাহত রাখার দাবি জানানো হয়েছে। এছাড়া ক্ষুদ্র ও মাঝারি শিল্পের জন্য বিশেষ সহায়তা প্যাকেজের প্রস্তাব করা হয়েছে। bbox=[306, 1065, 579, 1199]
table-row bbox=[1207, 1512, 1515, 1522]
article-body: তবে প্রধানমন্ত্রী শেখ হাসিনার সরাসরি হস্তক্ষেপে ২০২৩ সালে পর থেকে বাংলাদেশিদের ওয়ার্ক পারমিটের সুযোগ পায়। এ অনুযায়ী ইতালি দূতাবাস বাংলাদেশিদের আবেদন জমার ক্ষেত্রে পরিচালনা করে আসছে। কিন্তু দীর্ঘ অপেক্ষা এবং অতিরিক্ত ফি নিয়ে প্রার্থীদের ক্ষোভ বাড়ছে। দালাল চক্র আবেদনের স্লট বিক্রি করে লাখ লাখ টাকা হাতিয়ে নিচ্ছে বলে অভিযোগ। ভুক্তভোগীরা জানান, অনলাইনে অ্যাপয়েন্টমেন্ট পাওয়া প্রায় অসম্ভব হয়ে পড়েছে। বিষয়টি নিয়ে সংশ্লিষ্ট কর্তৃপক্ষের দৃষ্টি আকর্ষণ করা হলেও কার্যকর কোনো পদক্ষেপ দেখা যাচ্ছে না। বিশেষজ্ঞরা বলছেন, স্বচ্ছ প্রক্রিয়া নিশ্চিত না হলে বিদেশে শ্রমবাজার ক্ষতিগ্রস্ত হবে এবং রেমিট্যান্স প্রবাহে নেতিবাচক প্রভাব পড়বে। bbox=[48, 1076, 289, 1256]
